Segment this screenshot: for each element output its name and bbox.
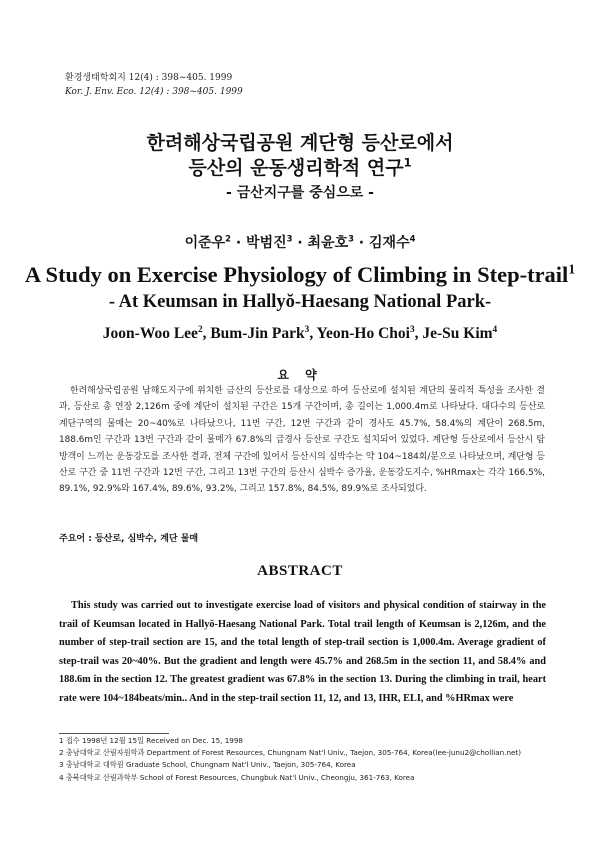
footnote-4: 4 충북대학교 산림과학부 School of Forest Resources, Chungbuk Nat'l Univ., Cheongju, 361-763, Korea [59,772,415,782]
korean-title-line-1: 한려해상국립공원 계단형 등산로에서 [146,132,454,154]
author-en: Je-Su Kim [422,325,493,342]
author-affiliation-mark: 3 [304,324,310,335]
footnotes [59,735,546,784]
footnote-3: 3 충남대학교 대학원 Graduate School, Chungnam Nat'l Univ., Taejon, 305-764, Korea [59,760,356,770]
english-title-footnote-mark: 1 [568,261,576,277]
author-affiliation-mark: 2 [225,233,231,244]
korean-abstract-body: 한려해상국립공원 남해도지구에 위치한 금산의 등산로를 대상으로 하여 등산로에 설치된 계단의 물리적 특성을 조사한 결과, 등산로 총 연장 2,126m 중에 계단이 설치된 구간은 15개 구간이며, 총 길이는 1,000.4m로 나타났다. 대다수의 등산로 계단구역의 물매는 20~40%로 나타났으나, 11번 구간, 12번 구간과 같이 경사도 45.7%, 58.4%의 계단이 268.5m, 188.6m인 구간과 13번 구간과 같이 물매가 67.8%의 급경사 등산로 구간도 설치되어 있었다. 계단형 등산로에서 등산시 탐방객이 느끼는 운동강도를 조사한 결과, 전체 구간에 있어서 등산시의 심박수는 약 104~184회/분으로 나타났으며, 계단형 등산로 구간 중 11번 구간과 12번 구간, 그리고 13번 구간의 등산시 심박수 증가율, 운동강도지수, %HRmax는 각각 166.5%, 89.1%, 92.9%와 167.4%, 89.6%, 93.2%, 그리고 157.8%, 84.5%, 89.9%로 조사되었다. [59,386,545,495]
author-separator: , [414,325,423,342]
author-ko: 이준우 [184,235,226,251]
korean-title-footnote-mark: 1 [403,155,412,170]
korean-authors [0,232,600,252]
author-separator: , [202,325,211,342]
author-affiliation-mark: 3 [286,233,293,244]
english-authors [0,325,600,343]
korean-keywords: 주요어 : 등산로, 심박수, 계단 물매 [59,534,199,544]
author-en: Joon-Woo Lee [102,325,198,342]
footnote-2: 2 충남대학교 산림자원학과 Department of Forest Resources, Chungnam Nat'l Univ., Taejon, 305-764, Korea(lee-junu2@chollian.net) [59,748,522,758]
english-abstract-body: This study was carried out to investigate exercise load of visitors and physical condition of stairway in the trail of Keumsan located in Hallyŏ-Haesang National Park. Total trail length of Keumsan is 2,126m, and the number of step-trail section are 15, and the total length of step-trail section is 1,000.4m. Average gradient of step-trail was 20~40%. But the gradient and length were 45.7% and 268.5m in the section 11, and 58.4% and 188.6m in the section 12. The greatest gradient was 67.8% in the section 13. During the climbing in trail, heart rate were 104~184beats/min.. And in the step-trail section 11, 12, and 13, IHR, ELI, and %HRmax were [59,600,546,704]
author-ko: 김재수 [369,235,410,251]
korean-subtitle: - 금산지구를 중심으로 - [226,185,374,201]
footnote-1: 1 접수 1998년 12월 15일 Received on Dec. 15, 1998 [59,736,244,745]
author-ko: 최윤호 [307,235,349,251]
author-en: Yeon-Ho Choi [316,325,410,342]
korean-title-line-2-text: 등산의 운동생리학적 연구 [188,157,404,179]
author-separator: · [292,235,308,251]
english-abstract-heading: ABSTRACT [257,563,343,579]
author-separator: , [309,325,317,342]
author-affiliation-mark: 2 [197,324,203,335]
footnote-divider [59,733,169,734]
english-title [0,262,600,288]
journal-citation-en: Kor. J. Env. Eco. 12(4) : 398~405. 1999 [65,87,243,97]
author-affiliation-mark: 3 [348,233,354,244]
english-subtitle: - At Keumsan in Hallyŏ-Haesang National Park- [108,292,492,312]
author-en: Bum-Jin Park [210,325,305,342]
author-affiliation-mark: 3 [409,324,415,335]
journal-citation-ko: 환경생태학회지 12(4) : 398~405. 1999 [65,73,233,83]
author-separator: · [353,235,370,251]
author-ko: 박범진 [246,235,287,251]
author-separator: · [230,235,247,251]
author-affiliation-mark: 4 [409,233,416,244]
korean-title-line-2 [0,153,600,180]
author-affiliation-mark: 4 [492,324,498,335]
korean-abstract-heading: 요 약 [277,368,323,382]
english-title-text: A Study on Exercise Physiology of Climbing in Step-trail [24,262,569,287]
